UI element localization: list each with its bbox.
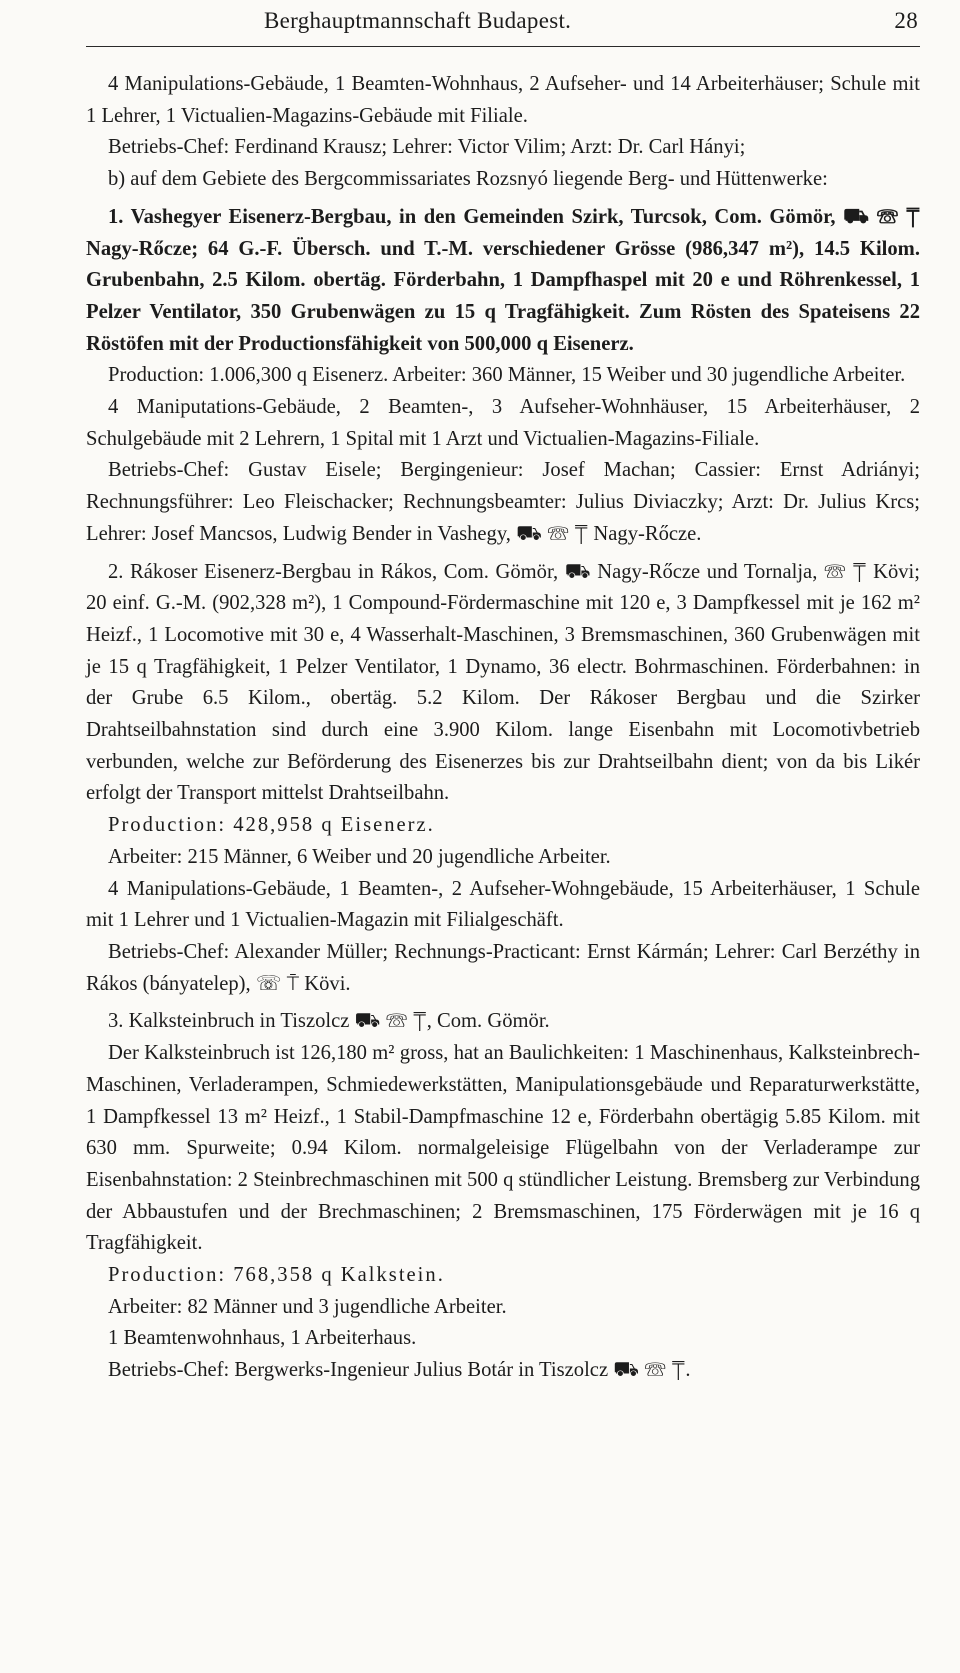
header-rule xyxy=(86,46,920,47)
paragraph-tiszolcz-workers: Arbeiter: 82 Männer und 3 jugendliche Arbeiter. xyxy=(108,1295,507,1318)
paragraph-manipulations-1: 4 Manipulations-Gebäude, 1 Beamten-Wohnhaus, 2 Aufseher- und 14 Arbeiterhäuser; Schule mit 1 Lehrer, 1 Victualien-Magazins-Gebäude mit Filiale. xyxy=(86,73,920,127)
paragraph-tiszolcz-staff: Betriebs-Chef: Bergwerks-Ingenieur Julius Botár in Tiszolcz ⛟ ☏ ⍑. xyxy=(108,1359,691,1382)
document-page xyxy=(0,6,960,1673)
paragraph-betriebs-chef-1: Betriebs-Chef: Ferdinand Krausz; Lehrer: Victor Vilim; Arzt: Dr. Carl Hányi; xyxy=(108,136,746,159)
paragraph-vashegy: 1. Vashegyer Eisenerz-Bergbau, in den Gemeinden Szirk, Turcsok, Com. Gömör, ⛟ ☏ ⍑ Nagy-Rőcze; 64 G.-F. Übersch. und T.-M. verschiedener Grösse (986,347 m²), 14.5 Kilom. Grubenbahn, 2.5 Kilom. obertäg. Förderbahn, 1 Dampfhaspel mit 20 e und Röhrenkessel, 1 Pelzer Ventilator, 350 Grubenwägen zu 15 q Tragfähigkeit. Zum Rösten des Spateisens 22 Röstöfen mit der Productionsfähigkeit von 500,000 q Eisenerz. xyxy=(86,205,920,355)
document-body xyxy=(86,69,920,1387)
paragraph-tiszolcz-description: Der Kalksteinbruch ist 126,180 m² gross, hat an Baulichkeiten: 1 Maschinenhaus, Kalksteinbrech-Maschinen, Verladerampen, Schmiedewerkstätten, Manipulationsgebäude und Reparaturwerkstätte, 1 Dampfkessel 13 m² Heizf., 1 Stabil-Dampfmaschine 12 e, Förderbahn obertägig 5.85 Kilom. mit 630 mm. Spurweite; 0.94 Kilom. normalgeleisige Flügelbahn von der Verladerampe zur Eisenbahnstation: 2 Steinbrechmaschinen mit 500 q stündlicher Leistung. Bremsberg zur Verbindung der Abbaustufen und der Brechmaschinen; 2 Bremsmaschinen, 175 Förderwägen mit je 16 q Tragfähigkeit. xyxy=(86,1042,920,1255)
paragraph-tiszolcz-production: Production: 768,358 q Kalkstein. xyxy=(108,1264,445,1287)
paragraph-section-b: b) auf dem Gebiete des Bergcommissariates Rozsnyó liegende Berg- und Hüttenwerke: xyxy=(108,168,828,191)
page-header xyxy=(86,6,920,46)
paragraph-tiszolcz: 3. Kalksteinbruch in Tiszolcz ⛟ ☏ ⍑, Com. Gömör. xyxy=(108,1010,550,1033)
paragraph-vashegy-buildings: 4 Maniputations-Gebäude, 2 Beamten-, 3 Aufseher-Wohnhäuser, 15 Arbeiterhäuser, 2 Schulgebäude mit 2 Lehrern, 1 Spital mit 1 Arzt und Victualien-Magazins-Filiale. xyxy=(86,396,920,450)
running-title: Berghauptmannschaft Budapest. xyxy=(264,8,572,33)
paragraph-tiszolcz-buildings: 1 Beamtenwohnhaus, 1 Arbeiterhaus. xyxy=(108,1327,417,1350)
paragraph-rakos: 2. Rákoser Eisenerz-Bergbau in Rákos, Com. Gömör, ⛟ Nagy-Rőcze und Tornalja, ☏ ⍑ Kövi; 20 einf. G.-M. (902,328 m²), 1 Compound-Fördermaschine mit 120 e, 3 Dampfkessel mit je 162 m² Heizf., 1 Locomotive mit 30 e, 4 Wasserhalt-Maschinen, 3 Bremsmaschinen, 360 Grubenwägen mit je 15 q Tragfähigkeit, 1 Pelzer Ventilator, 1 Dynamo, 36 electr. Bohrmaschinen. Förderbahnen: in der Grube 6.5 Kilom., obertäg. 5.2 Kilom. Der Rákoser Bergbau und die Szirker Drahtseilbahnstation sind durch eine 3.900 Kilom. lange Eisenbahn mit Locomotivbetrieb verbunden, welche zur Beförderung des Eisenerzes bis zur Drahtseilbahn dient; von da bis Likér erfolgt der Transport mittelst Drahtseilbahn. xyxy=(86,560,920,805)
paragraph-rakos-buildings: 4 Manipulations-Gebäude, 1 Beamten-, 2 Aufseher-Wohngebäude, 15 Arbeiterhäuser, 1 Schule mit 1 Lehrer und 1 Victualien-Magazin mit Filialgeschäft. xyxy=(86,877,920,932)
page-number: 28 xyxy=(894,8,918,33)
paragraph-vashegy-production: Production: 1.006,300 q Eisenerz. Arbeiter: 360 Männer, 15 Weiber und 30 jugendliche Arbeiter. xyxy=(108,364,906,387)
paragraph-rakos-production: Production: 428,958 q Eisenerz. xyxy=(108,814,435,837)
paragraph-rakos-staff: Betriebs-Chef: Alexander Müller; Rechnungs-Practicant: Ernst Kármán; Lehrer: Carl Berzéthy in Rákos (bányatelep), ☏ ⍑ Kövi. xyxy=(86,940,920,995)
paragraph-vashegy-staff: Betriebs-Chef: Gustav Eisele; Bergingenieur: Josef Machan; Cassier: Ernst Adriányi; Rechnungsführer: Leo Fleischacker; Rechnungsbeamter: Julius Diviaczky; Arzt: Dr. Julius Krcs; Lehrer: Josef Mancsos, Ludwig Bender in Vashegy, ⛟ ☏ ⍑ Nagy-Rőcze. xyxy=(86,459,920,545)
paragraph-rakos-workers: Arbeiter: 215 Männer, 6 Weiber und 20 jugendliche Arbeiter. xyxy=(108,845,611,868)
